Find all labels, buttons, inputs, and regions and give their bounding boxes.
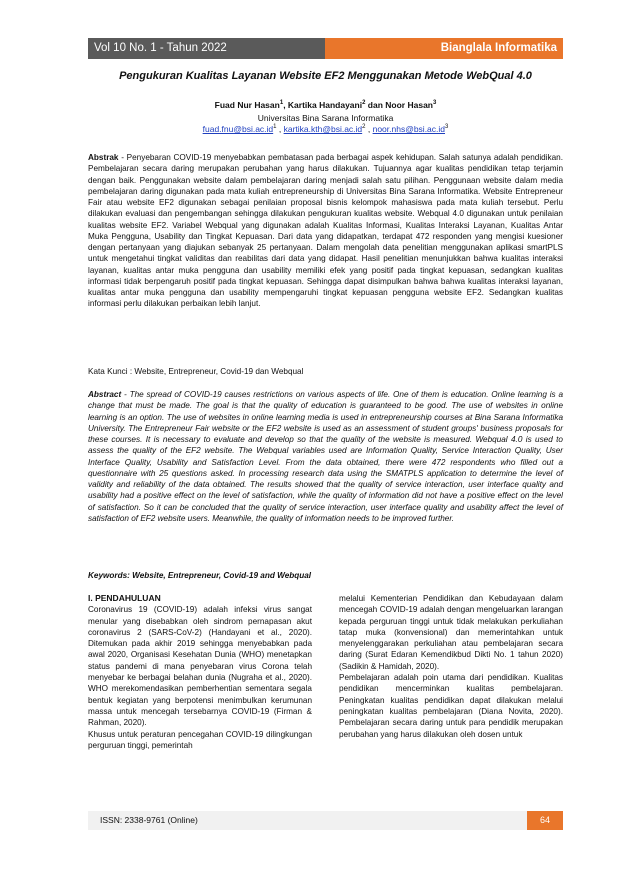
abstract-label: Abstrak: [88, 153, 119, 162]
body-paragraph: Coronavirus 19 (COVID-19) adalah infeksi virus sangat menular yang disebabkan oleh sindrom pernapasan akut coronavirus 2 (SARS-CoV-2) (Handayani et al., 2020). Ditemukan pada akhir 2019 sehingga menyebabkan pada awal 2020, Organisasi Kesehatan Dunia (WHO) menetapkan status pandemi di mana penyebaran virus Corona telah menyebar ke berbagai belahan dunia (Nugraha et al., 2020). WHO merekomendasikan pemberhentian sementara segala bentuk kegiatan yang berpotensi menimbulkan kerumunan massa untuk mencegah tersebarnya COVID-19 (Firman & Rahman, 2020).: [88, 605, 312, 728]
email-link[interactable]: kartika.kth@bsi.ac.id: [283, 124, 363, 134]
keywords-indonesian: Kata Kunci : Website, Entrepreneur, Covid-19 dan Webqual: [88, 367, 304, 376]
email-sup: 2: [362, 124, 366, 131]
affiliation: Universitas Bina Sarana Informatika: [257, 113, 394, 123]
author-name: Fuad Nur Hasan: [214, 100, 280, 110]
keywords-english: Keywords: Website, Entrepreneur, Covid-19 and Webqual: [88, 571, 312, 580]
author-sup: 3: [433, 100, 437, 107]
author-sup: 2: [362, 100, 366, 107]
author-name: Noor Hasan: [385, 100, 433, 110]
abstract-text: - Penyebaran COVID-19 menyebabkan pembatasan pada berbagai aspek kehidupan. Salah satunya adalah pendidikan. Pembelajaran secara daring merupakan perubahan yang harus dilakukan. Tujuannya agar kualitas pendidikan tetap terjamin dengan baik. Penggunakan website dalam pembelajaran daring menjadi salah satu pilihan. Penggunaan website dalam media pembelajaran daring digunakan pada mata kuliah entrepreneurship di Universitas Bina Sarana Informatika. Website Entrepreneur Fair atau website EF2 digunakan sebagai penilaian proposal bisnis kelompok mahasiswa pada mata kuliah tersebut. Perlu dilakukan evaluasi dan pengembangan sehingga dilakukan pengukuran kualitas website. Webqual 4.0 digunakan untuk penilaian kualitas website EF2. Variabel Webqual yang digunakan adalah Kualitas Informasi, Kualitas Interaksi Layanan, Kualitas Antar Muka Pengguna, Usability dan Tingkat Kepuasan. Dari data yang didapatkan, terdapat 472 responden yang mengisi kuesioner dengan pertanyaan yang diajukan sebanyak 25 pertanyaan. Dalam mengolah data penelitian menggunakan aplikasi smartPLS untuk mengetahui tingkat validitas dan reabilitas dari data yang didapat. Hasil penelitian menunjukkan bahwa kualitas interaksi layanan, kualitas antar muka pengguna dan usability memiliki efek yang positif pada tingkat kepuasan, sedangkan kualitas informasi tidak berpengaruh positif pada tingkat kepuasan. Sehingga dapat disimpulkan bahwa bahwa kualitas interaksi layanan, kualitas antar muka pengguna dan usability mempengaruhi tingkat kepuasan pengguna website EF2. Sedangkan kualitas informasi perlu dilakukan perbaikan lebih lanjut.: [88, 153, 563, 309]
journal-header-bar: [88, 38, 563, 59]
issn-label: ISSN: 2338-9761 (Online): [88, 811, 527, 830]
abstract-indonesian: [88, 152, 563, 310]
section-heading: I. PENDAHULUAN: [88, 593, 161, 603]
email-sup: 1: [273, 124, 277, 131]
email-link[interactable]: fuad.fnu@bsi.ac.id: [202, 124, 274, 134]
page-number: 64: [527, 811, 563, 830]
abstract-english: [88, 389, 563, 524]
body-paragraph: Pembelajaran adalah poin utama dari pendidikan. Kualitas pendidikan mencerminkan kualitas pembelajaran. Peningkatan kualitas pendidikan dapat dilakukan melalui peningkatan kualitas pembelajaran (Diana Novita, 2020). Pembelajaran secara daring untuk para pendidik merupakan perubahan yang harus dilakukan oleh dosen untuk: [339, 673, 563, 739]
paper-title: Pengukuran Kualitas Layanan Website EF2 Menggunakan Metode WebQual 4.0: [119, 70, 532, 82]
page-footer: [88, 811, 563, 830]
volume-label: Vol 10 No. 1 - Tahun 2022: [88, 38, 325, 59]
body-paragraph: Khusus untuk peraturan pencegahan COVID-19 dilingkungan perguruan tinggi, pemerintah: [88, 729, 312, 750]
body-column-left: [88, 593, 312, 751]
journal-name: Bianglala Informatika: [325, 38, 563, 59]
author-separator: dan: [365, 100, 386, 110]
author-sup: 1: [279, 100, 284, 107]
abstract-label: Abstract: [88, 390, 122, 399]
author-name: Kartika Handayani: [287, 100, 363, 110]
abstract-text: - The spread of COVID-19 causes restrictions on various aspects of life. One of them is education. Online learning is a change that must be made. The goal is that the quality of education is guaranteed to be good. The use of websites in online learning is an option. The use of websites in online learning media is used in entrepreneurship courses at Bina Sarana Informatika University. The Entrepreneur Fair website or the EF2 website is used as an assessment of student groups' business proposals for these courses. It is necessary to evaluate and develop so that the quality of the website is measured. Webqual 4.0 is used to assess the quality of the EF2 website. The Webqual variables used are Information Quality, Service Interaction Quality, User Interface Quality, Usability and Satisfaction Level. From the data obtained, there were 472 respondents who filled out a questionnaire with 25 questions asked. In processing research data using the SMATPLS application to determine the level of validity and reliability of the data obtained. The results showed that the quality of service interaction, user interface quality and usability had a positive effect on the level of satisfaction, while the quality of information did not have a positive effect on the level of satisfaction. So it can be concluded that the quality of service interaction, user interface quality and usability affect the level of satisfaction of EF2 website users. Meanwhile, the quality of information needs to be improved further.: [88, 390, 563, 523]
email-list: [88, 124, 563, 134]
author-list: [88, 100, 563, 110]
body-column-right: [339, 593, 563, 740]
email-separator: ,: [365, 124, 373, 134]
email-separator: ,: [276, 124, 284, 134]
body-paragraph: melalui Kementerian Pendidikan dan Kebudayaan dalam mencegah COVID-19 adalah dengan mengeluarkan larangan kepada perguruan tinggi untuk tidak melakukan perkuliahan tatap muka (konvensional) dan memerintahkan untuk menyelenggarakan perkuliahan atau pembelajaran secara daring (Surat Edaran Kemendikbud Dikti No. 1 tahun 2020) (Sadikin & Hamidah, 2020).: [339, 594, 563, 671]
author-separator: ,: [283, 100, 288, 110]
email-link[interactable]: noor.nhs@bsi.ac.id: [372, 124, 446, 134]
email-sup: 3: [445, 124, 449, 131]
